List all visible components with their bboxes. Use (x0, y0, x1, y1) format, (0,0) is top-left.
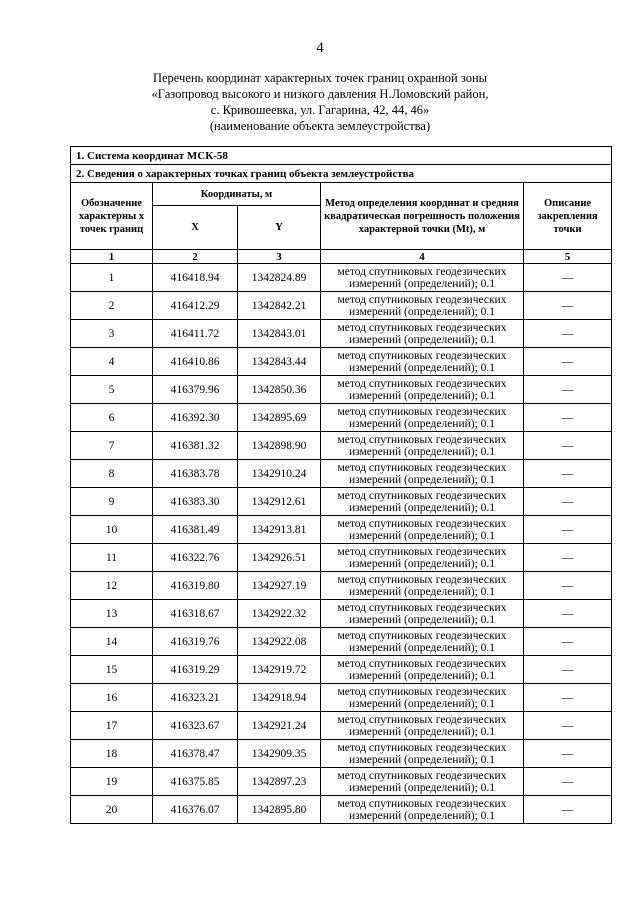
description-cell: — (524, 348, 612, 376)
method-line-1: метод спутниковых геодезических (337, 349, 507, 362)
table-row (71, 376, 612, 404)
x-coordinate-cell: 416383.30 (153, 488, 238, 516)
point-number-cell: 2 (71, 292, 153, 320)
description-cell: — (524, 488, 612, 516)
table-row (71, 544, 612, 572)
point-number-cell: 20 (71, 796, 153, 824)
method-line-2: измерений (определений); 0.1 (348, 277, 496, 290)
y-coordinate-cell: 1342909.35 (238, 740, 321, 768)
method-cell (321, 544, 524, 572)
point-number-cell: 7 (71, 432, 153, 460)
x-coordinate-cell: 416381.49 (153, 516, 238, 544)
table-row (71, 292, 612, 320)
method-cell (321, 348, 524, 376)
method-line-2: измерений (определений); 0.1 (348, 417, 496, 430)
description-cell: — (524, 376, 612, 404)
method-line-1: метод спутниковых геодезических (337, 461, 507, 474)
point-number-cell: 17 (71, 712, 153, 740)
y-coordinate-cell: 1342927.19 (238, 572, 321, 600)
method-cell (321, 796, 524, 824)
method-cell (321, 376, 524, 404)
point-number-cell: 6 (71, 404, 153, 432)
method-line-2: измерений (определений); 0.1 (348, 389, 496, 402)
description-cell: — (524, 768, 612, 796)
description-cell: — (524, 628, 612, 656)
description-cell: — (524, 600, 612, 628)
description-cell: — (524, 684, 612, 712)
point-number-cell: 3 (71, 320, 153, 348)
heading-line-4: (наименование объекта землеустройства) (209, 119, 431, 133)
table-row (71, 264, 612, 292)
heading-line-1: Перечень координат характерных точек границ охранной зоны (152, 71, 488, 85)
table-row (71, 404, 612, 432)
header-description: Описание закрепления точки (524, 183, 612, 250)
document-heading (0, 70, 640, 134)
description-cell: — (524, 264, 612, 292)
column-number-5: 5 (524, 250, 612, 264)
method-cell (321, 292, 524, 320)
method-line-2: измерений (определений); 0.1 (348, 473, 496, 486)
x-coordinate-cell: 416392.30 (153, 404, 238, 432)
table-row (71, 684, 612, 712)
y-coordinate-cell: 1342918.94 (238, 684, 321, 712)
table-row (71, 656, 612, 684)
method-cell (321, 600, 524, 628)
method-line-1: метод спутниковых геодезических (337, 713, 507, 726)
method-line-2: измерений (определений); 0.1 (348, 305, 496, 318)
header-point-designation: Обозначение характерны х точек границ (71, 183, 153, 250)
description-cell: — (524, 712, 612, 740)
method-line-1: метод спутниковых геодезических (337, 321, 507, 334)
x-coordinate-cell: 416318.67 (153, 600, 238, 628)
method-cell (321, 684, 524, 712)
x-coordinate-cell: 416319.76 (153, 628, 238, 656)
x-coordinate-cell: 416378.47 (153, 740, 238, 768)
y-coordinate-cell: 1342926.51 (238, 544, 321, 572)
method-cell (321, 488, 524, 516)
x-coordinate-cell: 416376.07 (153, 796, 238, 824)
point-number-cell: 14 (71, 628, 153, 656)
table-row (71, 460, 612, 488)
method-line-2: измерений (определений); 0.1 (348, 725, 496, 738)
x-coordinate-cell: 416411.72 (153, 320, 238, 348)
y-coordinate-cell: 1342922.08 (238, 628, 321, 656)
description-cell: — (524, 740, 612, 768)
x-coordinate-cell: 416319.29 (153, 656, 238, 684)
table-row (71, 516, 612, 544)
header-coordinates: Координаты, м (153, 183, 321, 206)
x-coordinate-cell: 416418.94 (153, 264, 238, 292)
y-coordinate-cell: 1342897.23 (238, 768, 321, 796)
y-coordinate-cell: 1342824.89 (238, 264, 321, 292)
y-coordinate-cell: 1342850.36 (238, 376, 321, 404)
section-coordinate-system: 1. Система координат МСК-58 (71, 147, 612, 165)
description-cell: — (524, 544, 612, 572)
table-row (71, 432, 612, 460)
method-line-2: измерений (определений); 0.1 (348, 501, 496, 514)
y-coordinate-cell: 1342895.69 (238, 404, 321, 432)
method-line-2: измерений (определений); 0.1 (348, 557, 496, 570)
method-line-2: измерений (определений); 0.1 (348, 809, 496, 822)
method-line-2: измерений (определений); 0.1 (348, 697, 496, 710)
method-line-1: метод спутниковых геодезических (337, 293, 507, 306)
method-line-1: метод спутниковых геодезических (337, 377, 507, 390)
point-number-cell: 5 (71, 376, 153, 404)
method-line-1: метод спутниковых геодезических (337, 797, 507, 810)
point-number-cell: 16 (71, 684, 153, 712)
y-coordinate-cell: 1342842.21 (238, 292, 321, 320)
y-coordinate-cell: 1342921.24 (238, 712, 321, 740)
method-line-1: метод спутниковых геодезических (337, 629, 507, 642)
method-line-2: измерений (определений); 0.1 (348, 641, 496, 654)
y-coordinate-cell: 1342913.81 (238, 516, 321, 544)
method-cell (321, 516, 524, 544)
description-cell: — (524, 292, 612, 320)
table-row (71, 768, 612, 796)
page-number: 4 (316, 40, 324, 56)
y-coordinate-cell: 1342895.80 (238, 796, 321, 824)
point-number-cell: 1 (71, 264, 153, 292)
method-line-2: измерений (определений); 0.1 (348, 753, 496, 766)
method-line-1: метод спутниковых геодезических (337, 265, 507, 278)
y-coordinate-cell: 1342898.90 (238, 432, 321, 460)
x-coordinate-cell: 416410.86 (153, 348, 238, 376)
header-y: Y (238, 206, 321, 250)
column-number-2: 2 (153, 250, 238, 264)
x-coordinate-cell: 416379.96 (153, 376, 238, 404)
method-line-1: метод спутниковых геодезических (337, 545, 507, 558)
x-coordinate-cell: 416322.76 (153, 544, 238, 572)
method-cell (321, 628, 524, 656)
x-coordinate-cell: 416323.67 (153, 712, 238, 740)
table-row (71, 628, 612, 656)
table-row (71, 740, 612, 768)
column-number-1: 1 (71, 250, 153, 264)
column-number-3: 3 (238, 250, 321, 264)
table-row (71, 488, 612, 516)
table-row (71, 348, 612, 376)
heading-line-2: «Газопровод высокого и низкого давления Н.Ломовский район, (151, 87, 489, 101)
method-cell (321, 460, 524, 488)
description-cell: — (524, 404, 612, 432)
description-cell: — (524, 572, 612, 600)
method-line-2: измерений (определений); 0.1 (348, 333, 496, 346)
heading-line-3: с. Кривошеевка, ул. Гагарина, 42, 44, 46» (210, 103, 430, 117)
description-cell: — (524, 516, 612, 544)
y-coordinate-cell: 1342843.44 (238, 348, 321, 376)
table-row (71, 572, 612, 600)
y-coordinate-cell: 1342912.61 (238, 488, 321, 516)
method-line-1: метод спутниковых геодезических (337, 405, 507, 418)
method-cell (321, 432, 524, 460)
description-cell: — (524, 432, 612, 460)
method-line-1: метод спутниковых геодезических (337, 769, 507, 782)
method-line-2: измерений (определений); 0.1 (348, 585, 496, 598)
description-cell: — (524, 656, 612, 684)
point-number-cell: 4 (71, 348, 153, 376)
coordinates-table (70, 146, 612, 824)
method-cell (321, 572, 524, 600)
y-coordinate-cell: 1342922.32 (238, 600, 321, 628)
x-coordinate-cell: 416319.80 (153, 572, 238, 600)
method-cell (321, 768, 524, 796)
method-line-2: измерений (определений); 0.1 (348, 445, 496, 458)
point-number-cell: 8 (71, 460, 153, 488)
method-line-2: измерений (определений); 0.1 (348, 613, 496, 626)
point-number-cell: 11 (71, 544, 153, 572)
method-line-1: метод спутниковых геодезических (337, 657, 507, 670)
y-coordinate-cell: 1342843.01 (238, 320, 321, 348)
description-cell: — (524, 460, 612, 488)
method-line-2: измерений (определений); 0.1 (348, 529, 496, 542)
header-x: X (153, 206, 238, 250)
method-line-1: метод спутниковых геодезических (337, 489, 507, 502)
description-cell: — (524, 320, 612, 348)
method-line-1: метод спутниковых геодезических (337, 573, 507, 586)
method-line-2: измерений (определений); 0.1 (348, 361, 496, 374)
column-number-4: 4 (321, 250, 524, 264)
point-number-cell: 13 (71, 600, 153, 628)
description-cell: — (524, 796, 612, 824)
method-line-1: метод спутниковых геодезических (337, 685, 507, 698)
x-coordinate-cell: 416381.32 (153, 432, 238, 460)
table-row (71, 600, 612, 628)
section-points-info: 2. Сведения о характерных точках границ объекта землеустройства (71, 165, 612, 183)
x-coordinate-cell: 416375.85 (153, 768, 238, 796)
method-line-1: метод спутниковых геодезических (337, 741, 507, 754)
method-cell (321, 656, 524, 684)
x-coordinate-cell: 416412.29 (153, 292, 238, 320)
point-number-cell: 18 (71, 740, 153, 768)
method-line-2: измерений (определений); 0.1 (348, 781, 496, 794)
x-coordinate-cell: 416323.21 (153, 684, 238, 712)
method-line-1: метод спутниковых геодезических (337, 517, 507, 530)
method-line-1: метод спутниковых геодезических (337, 433, 507, 446)
method-cell (321, 264, 524, 292)
point-number-cell: 12 (71, 572, 153, 600)
method-cell (321, 712, 524, 740)
table-body (71, 264, 612, 824)
method-cell (321, 740, 524, 768)
point-number-cell: 9 (71, 488, 153, 516)
method-line-1: метод спутниковых геодезических (337, 601, 507, 614)
point-number-cell: 10 (71, 516, 153, 544)
y-coordinate-cell: 1342910.24 (238, 460, 321, 488)
table-row (71, 320, 612, 348)
y-coordinate-cell: 1342919.72 (238, 656, 321, 684)
method-line-2: измерений (определений); 0.1 (348, 669, 496, 682)
method-cell (321, 404, 524, 432)
table-row (71, 712, 612, 740)
point-number-cell: 19 (71, 768, 153, 796)
header-method: Метод определения координат и средняя квадратическая погрешность положения характерной точки (Mt), м (321, 183, 524, 250)
table-row (71, 796, 612, 824)
x-coordinate-cell: 416383.78 (153, 460, 238, 488)
method-cell (321, 320, 524, 348)
point-number-cell: 15 (71, 656, 153, 684)
